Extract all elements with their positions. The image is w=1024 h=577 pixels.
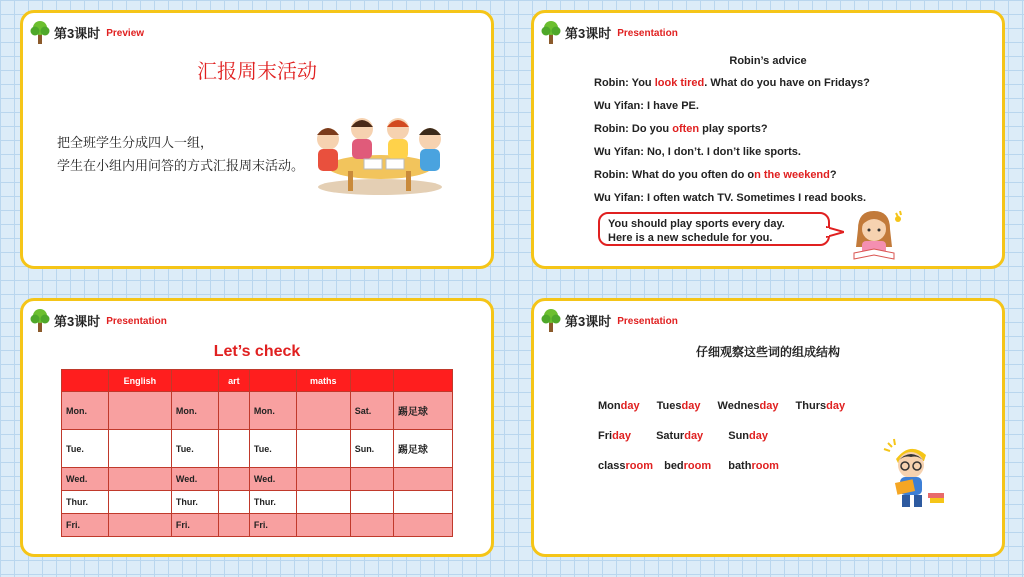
dialogue-text: play sports?	[699, 123, 768, 135]
table-cell: Wed.	[62, 468, 109, 491]
table-cell: Tue.	[62, 430, 109, 468]
lesson-label: 第3课时	[54, 25, 101, 41]
word-root: Fri	[598, 430, 613, 442]
dialogue-highlight: look tired	[654, 77, 705, 89]
header-cell: art	[218, 370, 249, 392]
dialogue-text: ?	[829, 169, 837, 181]
slide-title: Let’s check	[213, 343, 301, 360]
table-row	[62, 392, 453, 430]
header-cell	[171, 370, 218, 392]
table-cell: Sat.	[350, 392, 393, 430]
table-cell	[108, 491, 171, 514]
bubble-line: You should play sports every day.	[608, 218, 785, 230]
word	[728, 460, 779, 472]
word	[664, 460, 711, 472]
table-cell	[108, 468, 171, 491]
stage-label: Presentation	[106, 315, 167, 327]
slide-header	[29, 307, 167, 333]
table-cell: Tue.	[171, 430, 218, 468]
instruction-text	[57, 131, 304, 177]
table-cell: Wed.	[249, 468, 296, 491]
stage-label: Presentation	[617, 315, 678, 327]
table-cell	[393, 468, 452, 491]
table-cell: Thur.	[171, 491, 218, 514]
slide-preview[interactable]	[20, 10, 494, 269]
word-suffix: day	[681, 400, 701, 412]
word-suffix: room	[683, 460, 712, 472]
table-cell	[350, 468, 393, 491]
slide-header	[540, 307, 678, 333]
word-suffix: room	[625, 460, 654, 472]
word	[718, 400, 779, 412]
dialogue-text: Wu Yifan: I often watch TV. Sometimes I read books.	[594, 192, 867, 204]
dialogue-text: . What do you have on Fridays?	[704, 77, 870, 89]
table-cell: Mon.	[171, 392, 218, 430]
table-cell	[108, 514, 171, 537]
dialogue-text: Wu Yifan: No, I don’t. I don’t like sports.	[594, 146, 801, 158]
slide-lets-check[interactable]	[20, 298, 494, 557]
table-row	[62, 468, 453, 491]
table-cell	[108, 392, 171, 430]
slide-word-structure[interactable]	[531, 298, 1005, 557]
dialogue-line	[594, 144, 870, 167]
stage-label: Preview	[106, 27, 145, 39]
word	[657, 400, 701, 412]
header-cell: English	[108, 370, 171, 392]
bubble-line: Here is a new schedule for you.	[608, 232, 773, 244]
header-cell	[350, 370, 393, 392]
dialogue-line	[594, 167, 870, 190]
header-cell	[249, 370, 296, 392]
word-suffix: day	[612, 430, 632, 442]
dialogue	[594, 75, 870, 213]
header-cell: maths	[296, 370, 350, 392]
kids-at-table-illustration	[306, 109, 454, 199]
dialogue-text: Wu Yifan: I have PE.	[594, 100, 699, 112]
table-cell: Fri.	[62, 514, 109, 537]
slide-header	[29, 19, 144, 45]
table-cell: 踢足球	[393, 430, 452, 468]
word	[728, 430, 768, 442]
word-suffix: day	[826, 400, 846, 412]
dialogue-highlight: often	[672, 123, 700, 135]
word-root: Tues	[656, 400, 682, 412]
word-row	[598, 430, 782, 442]
bubble-tail	[826, 225, 844, 239]
dialogue-line	[594, 121, 870, 144]
word-row	[598, 460, 793, 472]
table-cell: Mon.	[62, 392, 109, 430]
tree-icon	[540, 307, 562, 333]
word	[598, 430, 631, 442]
slide-title: 汇报周末活动	[197, 61, 317, 83]
slide-title: 仔细观察这些词的组成结构	[695, 345, 840, 359]
table-cell	[393, 514, 452, 537]
dialogue-line	[594, 98, 870, 121]
word	[656, 430, 703, 442]
table-cell	[296, 514, 350, 537]
dialogue-text: Robin: You	[594, 77, 655, 89]
word-suffix: day	[620, 400, 640, 412]
table-row	[62, 491, 453, 514]
table-cell	[218, 392, 249, 430]
dialogue-line	[594, 190, 870, 213]
table-cell: Tue.	[249, 430, 296, 468]
word	[598, 460, 653, 472]
dialogue-text: Robin: Do you	[594, 123, 673, 135]
table-row	[62, 430, 453, 468]
table-cell: Mon.	[249, 392, 296, 430]
tree-icon	[29, 307, 51, 333]
lesson-label: 第3课时	[565, 25, 612, 41]
word-root: Thurs	[795, 400, 827, 412]
table-row	[62, 514, 453, 537]
instruction-line: 把全班学生分成四人一组，	[57, 135, 214, 150]
boy-reading-illustration	[880, 433, 950, 513]
word-suffix: day	[684, 430, 704, 442]
table-cell: Sun.	[350, 430, 393, 468]
header-cell	[62, 370, 109, 392]
word-suffix: day	[749, 430, 768, 442]
lesson-label: 第3课时	[565, 313, 612, 329]
table-cell: Fri.	[249, 514, 296, 537]
table-cell	[218, 430, 249, 468]
table-cell	[218, 491, 249, 514]
word-root: class	[598, 460, 626, 472]
table-header-row	[62, 370, 453, 392]
word-suffix: day	[759, 400, 779, 412]
table-cell	[218, 468, 249, 491]
word-suffix: room	[751, 460, 779, 472]
instruction-line: 学生在小组内用问答的方式汇报周末活动。	[57, 158, 305, 173]
slide-header	[540, 19, 678, 45]
tree-icon	[540, 19, 562, 45]
table-cell: Thur.	[249, 491, 296, 514]
schedule-table	[61, 369, 453, 537]
lesson-label: 第3课时	[54, 313, 101, 329]
slide-robins-advice[interactable]	[531, 10, 1005, 269]
table-cell	[393, 491, 452, 514]
table-cell	[350, 514, 393, 537]
word-root: Satur	[656, 430, 685, 442]
table-cell: Thur.	[62, 491, 109, 514]
word-root: Sun	[728, 430, 750, 442]
table-cell	[350, 491, 393, 514]
table-cell	[296, 468, 350, 491]
word-root: bath	[728, 460, 752, 472]
table-cell	[218, 514, 249, 537]
table-cell	[296, 392, 350, 430]
word-row	[598, 400, 859, 412]
dialogue-text: Robin: What do you often do o	[594, 169, 755, 181]
table-cell: Fri.	[171, 514, 218, 537]
table-cell: 踢足球	[393, 392, 452, 430]
table-cell: Wed.	[171, 468, 218, 491]
header-cell	[393, 370, 452, 392]
word-root: bed	[664, 460, 684, 472]
dialogue-line	[594, 75, 870, 98]
table-cell	[296, 491, 350, 514]
word	[796, 400, 846, 412]
dialogue-highlight: n the weekend	[754, 169, 830, 181]
tree-icon	[29, 19, 51, 45]
dialogue-title: Robin’s advice	[729, 55, 807, 67]
word-root: Wednes	[717, 400, 760, 412]
speech-bubble	[598, 212, 830, 246]
stage-label: Presentation	[617, 27, 678, 39]
word-root: Mon	[598, 400, 621, 412]
table-cell	[296, 430, 350, 468]
word	[598, 400, 640, 412]
table-cell	[108, 430, 171, 468]
girl-reading-illustration	[846, 207, 904, 263]
